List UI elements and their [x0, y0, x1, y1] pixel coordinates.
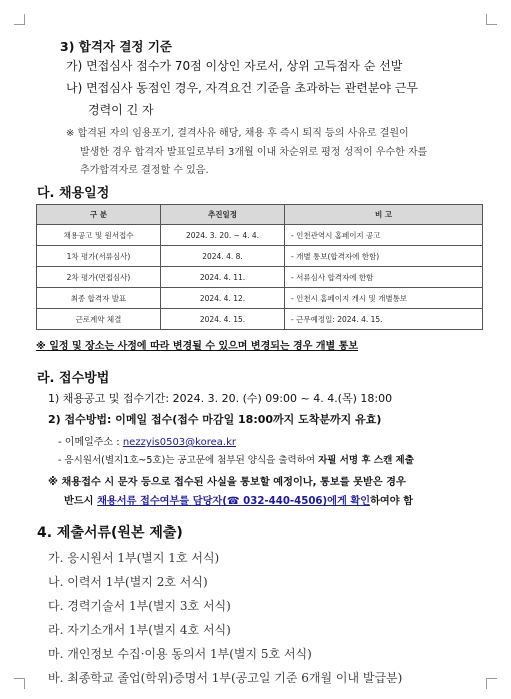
table-row — [37, 288, 483, 309]
criteria-item-b-line1: 나) 면접심사 동점인 경우, 자격요건 기준을 초과하는 관련분야 근무 — [66, 81, 418, 95]
contact-confirm-link[interactable]: 채용서류 접수여부를 담당자(☎ 032-440-4506)에게 확인 — [97, 496, 371, 507]
criteria-item-b-line2: 경력이 긴 자 — [88, 103, 154, 117]
section-heading-selection-criteria: 3) 합격자 결정 기준 — [60, 39, 172, 54]
email-line — [58, 433, 236, 448]
cell-remarks: - 인천관역시 홈페이지 공고 — [285, 225, 483, 246]
document-item: 마. 개인정보 수집·이용 동의서 1부(별지 5호 서식) — [48, 647, 312, 661]
document-item: 다. 경력기술서 1부(별지 3호 서식) — [48, 599, 231, 613]
cell-remarks: - 개별 통보(합격자에 한함) — [285, 246, 483, 267]
confirmation-warning-line2 — [64, 492, 413, 507]
table-row — [37, 309, 483, 330]
cell-remarks: - 인천시 홈페이지 게시 및 개별통보 — [285, 288, 483, 309]
page-corner-mark — [14, 14, 25, 25]
page-corner-mark — [14, 678, 25, 689]
form-instruction: - 응시원서(별지1호~5호)는 공고문에 첨부된 양식을 출력하여 — [58, 455, 319, 466]
cell-date: 2024. 4. 15. — [161, 309, 285, 330]
cell-remarks: - 근무예정일: 2024. 4. 15. — [285, 309, 483, 330]
cell-remarks: - 서류심사 합격자에 한함 — [285, 267, 483, 288]
table-row — [37, 267, 483, 288]
cell-category: 채용공고 및 원서접수 — [37, 225, 161, 246]
table-row — [37, 246, 483, 267]
schedule-table-header — [37, 205, 483, 225]
email-label: - 이메일주소 : — [58, 437, 123, 448]
document-item: 나. 이력서 1부(별지 2호 서식) — [48, 575, 208, 589]
cell-date: 2024. 4. 11. — [161, 267, 285, 288]
schedule-change-notice: ※ 일정 및 장소는 사정에 따라 변경될 수 있으며 변경되는 경우 개별 통보 — [36, 341, 358, 352]
table-row — [37, 225, 483, 246]
column-header-remarks: 비 고 — [285, 205, 483, 225]
criteria-item-a: 가) 면접심사 점수가 70점 이상인 자로서, 상위 고득점자 순 선발 — [66, 59, 403, 73]
confirmation-warning-line1: ※ 채용접수 시 문자 등으로 접수된 사실을 통보할 예정이나, 통보를 못받은 경우 — [48, 477, 406, 488]
cell-category: 2차 평가(면접심사) — [37, 267, 161, 288]
section-heading-schedule: 다. 채용일정 — [37, 186, 110, 201]
cell-category: 근로계약 체결 — [37, 309, 161, 330]
document-item: 바. 최종학교 졸업(학위)증명서 1부(공고일 기준 6개월 이내 발급분) — [48, 671, 403, 685]
cell-date: 2024. 3. 20. ~ 4. 4. — [161, 225, 285, 246]
document-item: 가. 응시원서 1부(별지 1호 서식) — [48, 551, 220, 565]
cell-date: 2024. 4. 8. — [161, 246, 285, 267]
reception-method: 2) 접수방법: 이메일 접수(접수 마감일 18:00까지 도착분까지 유효) — [48, 413, 382, 426]
document-item: 라. 자기소개서 1부(별지 4호 서식) — [48, 623, 231, 637]
column-header-category: 구 분 — [37, 205, 161, 225]
schedule-table — [36, 204, 483, 330]
form-signature-requirement: 자필 서명 후 스캔 제출 — [318, 455, 414, 466]
cell-category: 1차 평가(서류심사) — [37, 246, 161, 267]
criteria-note-line1: ※ 합격된 자의 임용포기, 결격사유 해당, 채용 후 즉시 퇴직 등의 사유로 결원이 — [66, 128, 409, 139]
column-header-date: 추진일정 — [161, 205, 285, 225]
section-heading-documents: 4. 제출서류(원본 제출) — [37, 525, 183, 541]
cell-category: 최종 합격자 발표 — [37, 288, 161, 309]
criteria-note-line2: 발생한 경우 합격자 발표일로부터 3개월 이내 차순위로 평정 성적이 우수한 자를 — [80, 147, 428, 158]
warning-prefix: 반드시 — [64, 496, 98, 507]
cell-date: 2024. 4. 12. — [161, 288, 285, 309]
section-heading-reception: 라. 접수방법 — [37, 371, 110, 386]
email-link[interactable]: nezzyis0503@korea.kr — [122, 437, 236, 448]
application-form-line — [58, 452, 414, 466]
warning-suffix: 하여야 함 — [370, 496, 413, 507]
page-corner-mark — [486, 14, 497, 25]
criteria-note-line3: 추가합격자로 결정할 수 있음. — [80, 165, 209, 176]
reception-period: 1) 채용공고 및 접수기간: 2024. 3. 20. (수) 09:00 ~ 4. 4.(목) 18:00 — [48, 392, 393, 405]
page-corner-mark — [486, 678, 497, 689]
